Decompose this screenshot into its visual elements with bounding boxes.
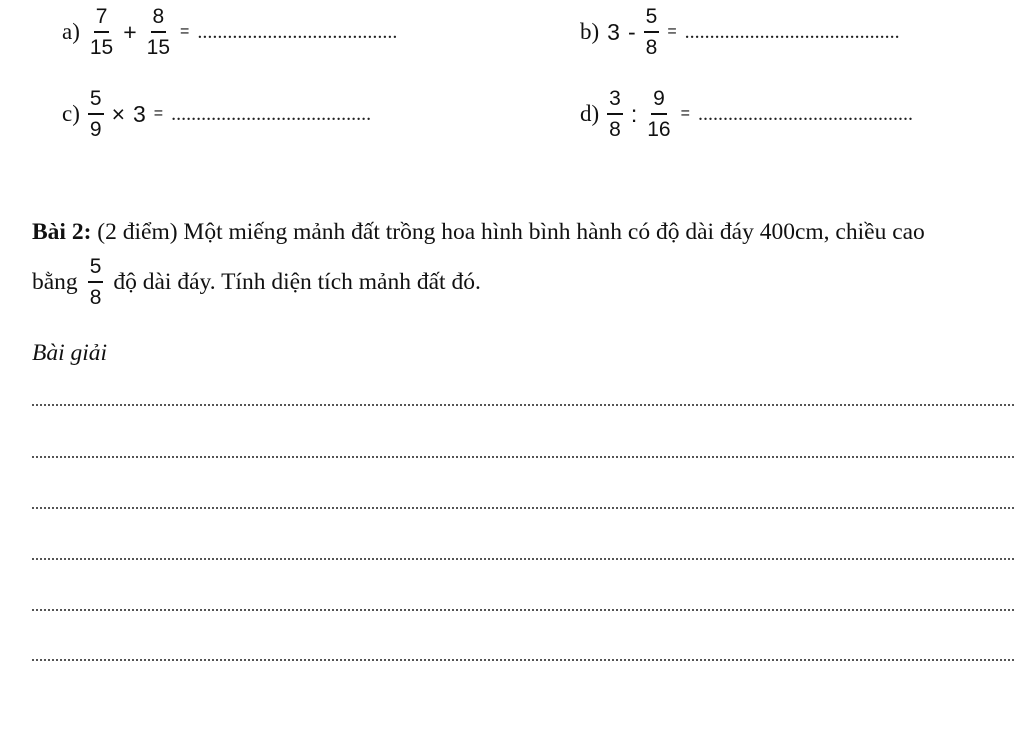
answer-dots: ........................................ xyxy=(171,102,372,125)
problem-2-text-1: (2 điểm) Một miếng mảnh đất trồng hoa hình bình hành có độ dài đáy 400cm, chiều cao xyxy=(97,219,925,245)
denominator: 15 xyxy=(146,36,171,59)
answer-dots: ........................................ xyxy=(197,20,398,43)
operator: : xyxy=(630,100,638,127)
operator: × xyxy=(111,100,125,127)
numerator: 3 xyxy=(607,88,623,115)
denominator: 8 xyxy=(89,286,102,309)
operator: + xyxy=(123,18,137,45)
numerator: 5 xyxy=(644,6,660,33)
answer-line xyxy=(32,456,1014,458)
operator: - xyxy=(627,18,636,45)
numerator: 5 xyxy=(88,88,104,115)
numerator: 5 xyxy=(88,256,104,283)
fraction-3-8 xyxy=(607,88,623,140)
exercise-d xyxy=(580,88,998,140)
answer-line xyxy=(32,507,1014,509)
problem-2-line-1 xyxy=(32,219,925,246)
exercise-b xyxy=(580,6,990,58)
problem-2-title: Bài 2: xyxy=(32,219,92,245)
numerator: 9 xyxy=(651,88,667,115)
exercise-b-label: b) xyxy=(580,19,600,44)
equals-sign: = xyxy=(680,105,690,122)
exercise-a-label: a) xyxy=(62,19,80,44)
exercise-c-label: c) xyxy=(62,101,80,126)
denominator: 15 xyxy=(89,36,114,59)
answer-dots: ........................................... xyxy=(684,20,900,43)
answer-line xyxy=(32,659,1014,661)
denominator: 16 xyxy=(647,118,671,141)
denominator: 8 xyxy=(609,118,621,141)
exercise-d-label: d) xyxy=(580,101,600,126)
numerator: 7 xyxy=(94,6,110,33)
fraction-8-15 xyxy=(145,6,172,58)
denominator: 9 xyxy=(89,118,102,141)
problem-2-text-2: độ dài đáy. Tính diện tích mảnh đất đó. xyxy=(113,268,481,295)
fraction-5-8 xyxy=(88,256,104,308)
solution-heading: Bài giải xyxy=(32,340,108,366)
answer-dots: ........................................... xyxy=(697,102,913,125)
fraction-7-15 xyxy=(88,6,115,58)
fraction-5-9 xyxy=(88,88,104,140)
exercise-a xyxy=(62,6,472,58)
denominator: 8 xyxy=(645,36,658,59)
equals-sign: = xyxy=(667,23,677,40)
whole-number: 3 xyxy=(607,18,620,45)
problem-2-line-2 xyxy=(32,256,481,308)
exercise-c xyxy=(62,88,461,140)
equals-sign: = xyxy=(180,23,190,40)
numerator: 8 xyxy=(151,6,167,33)
fraction-9-16 xyxy=(645,88,672,140)
fraction-5-8 xyxy=(644,6,660,58)
answer-line xyxy=(32,609,1014,611)
equals-sign: = xyxy=(153,105,164,122)
answer-line xyxy=(32,404,1014,406)
problem-2-prefix: bằng xyxy=(32,268,78,295)
answer-line xyxy=(32,558,1014,560)
whole-number: 3 xyxy=(133,100,146,127)
